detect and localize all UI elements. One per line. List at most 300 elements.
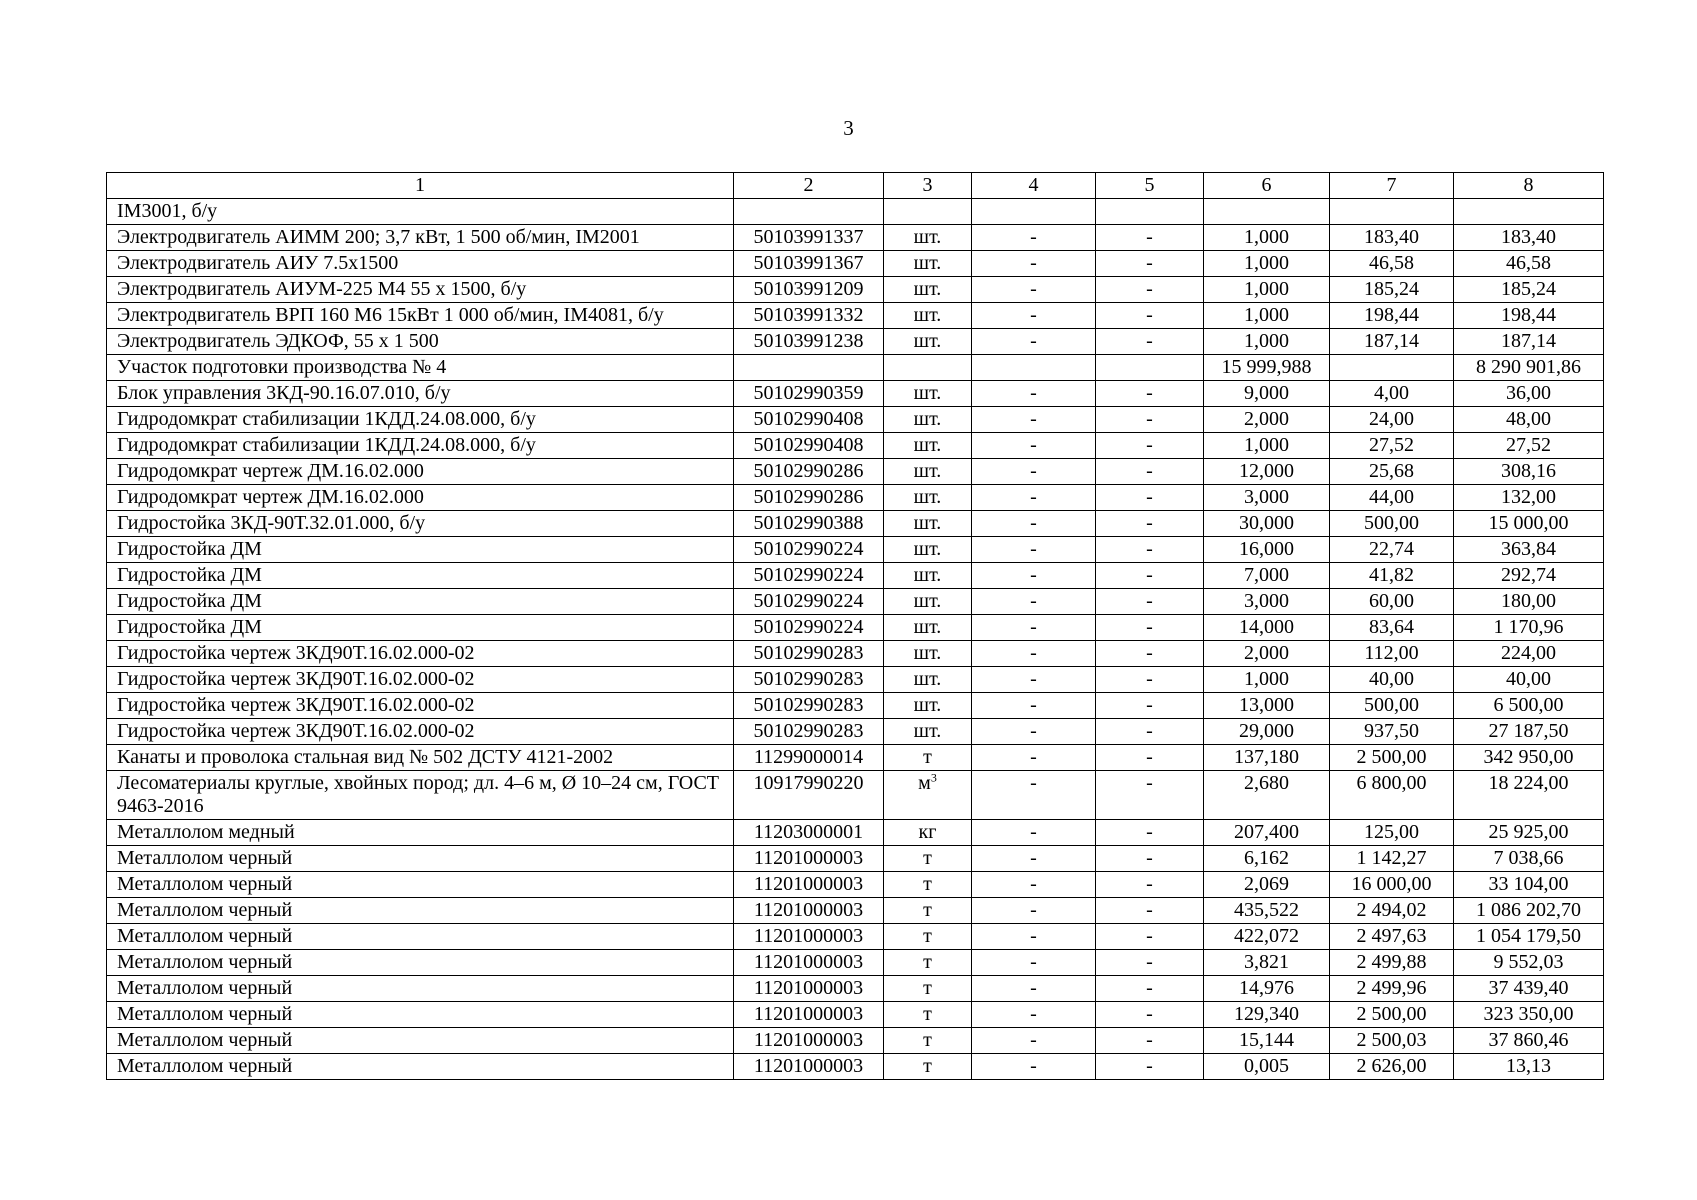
cell-price — [1330, 355, 1454, 381]
cell-col4: - — [972, 719, 1096, 745]
cell-code: 50103991209 — [734, 277, 884, 303]
cell-name: Гидродомкрат чертеж ДМ.16.02.000 — [107, 485, 734, 511]
cell-code: 11203000001 — [734, 820, 884, 846]
cell-col4 — [972, 199, 1096, 225]
cell-quantity: 30,000 — [1204, 511, 1330, 537]
cell-name: Металлолом черный — [107, 1054, 734, 1080]
cell-col4: - — [972, 277, 1096, 303]
cell-quantity: 3,000 — [1204, 485, 1330, 511]
table-row — [107, 459, 1604, 485]
cell-name: Гидростойка ДМ — [107, 615, 734, 641]
cell-sum: 27 187,50 — [1454, 719, 1604, 745]
cell-col5: - — [1096, 976, 1204, 1002]
cell-col5: - — [1096, 641, 1204, 667]
cell-name: Гидростойка чертеж 3КД90Т.16.02.000-02 — [107, 667, 734, 693]
cell-quantity: 1,000 — [1204, 329, 1330, 355]
cell-price: 40,00 — [1330, 667, 1454, 693]
cell-code: 50103991238 — [734, 329, 884, 355]
cell-quantity: 422,072 — [1204, 924, 1330, 950]
cell-price: 22,74 — [1330, 537, 1454, 563]
cell-sum: 18 224,00 — [1454, 771, 1604, 820]
cell-col5: - — [1096, 745, 1204, 771]
cell-col4: - — [972, 459, 1096, 485]
cell-name: Электродвигатель АИУМ-225 М4 55 х 1500, б/у — [107, 277, 734, 303]
cell-price: 25,68 — [1330, 459, 1454, 485]
cell-quantity: 13,000 — [1204, 693, 1330, 719]
cell-col5: - — [1096, 303, 1204, 329]
cell-col4: - — [972, 329, 1096, 355]
cell-unit: шт. — [884, 407, 972, 433]
cell-quantity: 1,000 — [1204, 433, 1330, 459]
cell-quantity: 1,000 — [1204, 251, 1330, 277]
cell-col5: - — [1096, 667, 1204, 693]
cell-unit: т — [884, 1028, 972, 1054]
table-row — [107, 485, 1604, 511]
cell-col5: - — [1096, 511, 1204, 537]
cell-quantity: 2,000 — [1204, 407, 1330, 433]
table-row — [107, 303, 1604, 329]
cell-quantity: 1,000 — [1204, 225, 1330, 251]
cell-price: 2 500,00 — [1330, 1002, 1454, 1028]
cell-sum: 8 290 901,86 — [1454, 355, 1604, 381]
cell-col4: - — [972, 745, 1096, 771]
cell-code: 50103991367 — [734, 251, 884, 277]
cell-col4: - — [972, 693, 1096, 719]
cell-col5: - — [1096, 329, 1204, 355]
cell-name: Гидростойка чертеж 3КД90Т.16.02.000-02 — [107, 693, 734, 719]
cell-unit: т — [884, 1002, 972, 1028]
table-row — [107, 771, 1604, 820]
table-row — [107, 199, 1604, 225]
cell-sum: 363,84 — [1454, 537, 1604, 563]
cell-sum: 37 860,46 — [1454, 1028, 1604, 1054]
cell-col5: - — [1096, 846, 1204, 872]
cell-sum: 1 054 179,50 — [1454, 924, 1604, 950]
cell-unit: шт. — [884, 563, 972, 589]
cell-name: Электродвигатель ВРП 160 М6 15кВт 1 000 об/мин, IM4081, б/у — [107, 303, 734, 329]
cell-price: 41,82 — [1330, 563, 1454, 589]
cell-quantity: 15,144 — [1204, 1028, 1330, 1054]
cell-quantity: 1,000 — [1204, 667, 1330, 693]
table-row — [107, 225, 1604, 251]
header-col-1: 1 — [107, 173, 734, 199]
table-row — [107, 1054, 1604, 1080]
cell-sum: 37 439,40 — [1454, 976, 1604, 1002]
table-row — [107, 667, 1604, 693]
cell-sum: 27,52 — [1454, 433, 1604, 459]
cell-sum: 48,00 — [1454, 407, 1604, 433]
cell-price: 500,00 — [1330, 693, 1454, 719]
cell-code: 10917990220 — [734, 771, 884, 820]
cell-unit: шт. — [884, 719, 972, 745]
page-number: 3 — [843, 116, 854, 140]
cell-name: Участок подготовки производства № 4 — [107, 355, 734, 381]
cell-code: 50102990408 — [734, 433, 884, 459]
cell-col4: - — [972, 820, 1096, 846]
cell-quantity: 1,000 — [1204, 277, 1330, 303]
cell-sum: 308,16 — [1454, 459, 1604, 485]
cell-col4: - — [972, 407, 1096, 433]
cell-quantity: 29,000 — [1204, 719, 1330, 745]
cell-name: Металлолом черный — [107, 846, 734, 872]
cell-sum: 13,13 — [1454, 1054, 1604, 1080]
unit-base: м — [918, 772, 931, 794]
cell-code: 50102990408 — [734, 407, 884, 433]
table-row — [107, 950, 1604, 976]
cell-quantity: 7,000 — [1204, 563, 1330, 589]
cell-price: 937,50 — [1330, 719, 1454, 745]
cell-unit: шт. — [884, 251, 972, 277]
cell-unit: т — [884, 898, 972, 924]
cell-col5: - — [1096, 433, 1204, 459]
cell-code — [734, 199, 884, 225]
cell-col5 — [1096, 199, 1204, 225]
cell-col4: - — [972, 485, 1096, 511]
cell-quantity: 14,976 — [1204, 976, 1330, 1002]
cell-sum: 292,74 — [1454, 563, 1604, 589]
cell-sum: 224,00 — [1454, 641, 1604, 667]
cell-price: 187,14 — [1330, 329, 1454, 355]
cell-price: 44,00 — [1330, 485, 1454, 511]
cell-col5: - — [1096, 898, 1204, 924]
table-row — [107, 537, 1604, 563]
cell-col4 — [972, 355, 1096, 381]
table-row — [107, 1002, 1604, 1028]
cell-price: 2 500,03 — [1330, 1028, 1454, 1054]
cell-unit: шт. — [884, 485, 972, 511]
cell-col5: - — [1096, 251, 1204, 277]
table-row — [107, 329, 1604, 355]
header-col-8: 8 — [1454, 173, 1604, 199]
cell-col5: - — [1096, 537, 1204, 563]
cell-unit: шт. — [884, 303, 972, 329]
table-row — [107, 433, 1604, 459]
cell-code: 11201000003 — [734, 872, 884, 898]
cell-name: Металлолом черный — [107, 1028, 734, 1054]
table-row — [107, 355, 1604, 381]
cell-col5: - — [1096, 1054, 1204, 1080]
cell-unit: шт. — [884, 667, 972, 693]
cell-sum: 36,00 — [1454, 381, 1604, 407]
cell-name: Гидродомкрат стабилизации 1КДД.24.08.000, б/у — [107, 433, 734, 459]
cell-quantity — [1204, 199, 1330, 225]
cell-sum: 132,00 — [1454, 485, 1604, 511]
cell-unit: шт. — [884, 459, 972, 485]
cell-name: Гидростойка чертеж 3КД90Т.16.02.000-02 — [107, 719, 734, 745]
cell-name: Электродвигатель ЭДКОФ, 55 х 1 500 — [107, 329, 734, 355]
table-row — [107, 615, 1604, 641]
header-col-2: 2 — [734, 173, 884, 199]
cell-sum — [1454, 199, 1604, 225]
cell-code: 11201000003 — [734, 1028, 884, 1054]
cell-unit: т — [884, 924, 972, 950]
cell-quantity: 6,162 — [1204, 846, 1330, 872]
cell-price: 185,24 — [1330, 277, 1454, 303]
cell-col5: - — [1096, 615, 1204, 641]
cell-col4: - — [972, 898, 1096, 924]
cell-quantity: 16,000 — [1204, 537, 1330, 563]
table-row — [107, 251, 1604, 277]
cell-quantity: 129,340 — [1204, 1002, 1330, 1028]
table-row — [107, 820, 1604, 846]
cell-name: Гидростойка ДМ — [107, 563, 734, 589]
table-row — [107, 745, 1604, 771]
cell-code: 11201000003 — [734, 898, 884, 924]
cell-code: 50103991332 — [734, 303, 884, 329]
cell-code: 11201000003 — [734, 1002, 884, 1028]
cell-sum: 25 925,00 — [1454, 820, 1604, 846]
cell-col4: - — [972, 641, 1096, 667]
cell-quantity: 0,005 — [1204, 1054, 1330, 1080]
table-row — [107, 407, 1604, 433]
cell-price: 112,00 — [1330, 641, 1454, 667]
cell-unit: т — [884, 950, 972, 976]
cell-name: Металлолом черный — [107, 898, 734, 924]
cell-code: 50102990359 — [734, 381, 884, 407]
cell-price — [1330, 199, 1454, 225]
cell-sum: 33 104,00 — [1454, 872, 1604, 898]
cell-sum: 342 950,00 — [1454, 745, 1604, 771]
cell-col4: - — [972, 225, 1096, 251]
cell-sum: 6 500,00 — [1454, 693, 1604, 719]
cell-unit: шт. — [884, 537, 972, 563]
cell-col4: - — [972, 872, 1096, 898]
cell-unit: т — [884, 1054, 972, 1080]
cell-sum: 185,24 — [1454, 277, 1604, 303]
cell-price: 125,00 — [1330, 820, 1454, 846]
table-row — [107, 693, 1604, 719]
cell-unit: шт. — [884, 615, 972, 641]
cell-col4: - — [972, 589, 1096, 615]
cell-col4: - — [972, 303, 1096, 329]
cell-price: 60,00 — [1330, 589, 1454, 615]
cell-code: 11201000003 — [734, 976, 884, 1002]
cell-code: 50102990283 — [734, 641, 884, 667]
table-row — [107, 846, 1604, 872]
cell-quantity: 3,821 — [1204, 950, 1330, 976]
cell-unit: шт. — [884, 329, 972, 355]
table-header — [107, 173, 1604, 199]
cell-col5: - — [1096, 820, 1204, 846]
cell-price: 46,58 — [1330, 251, 1454, 277]
cell-col5: - — [1096, 771, 1204, 820]
cell-code: 11201000003 — [734, 1054, 884, 1080]
cell-unit: кг — [884, 820, 972, 846]
cell-quantity: 12,000 — [1204, 459, 1330, 485]
cell-quantity: 2,000 — [1204, 641, 1330, 667]
table-row — [107, 641, 1604, 667]
cell-unit: шт. — [884, 511, 972, 537]
cell-col5: - — [1096, 719, 1204, 745]
cell-quantity: 435,522 — [1204, 898, 1330, 924]
cell-unit: шт. — [884, 641, 972, 667]
cell-sum: 183,40 — [1454, 225, 1604, 251]
cell-unit: т — [884, 872, 972, 898]
cell-unit: шт. — [884, 433, 972, 459]
table-row — [107, 719, 1604, 745]
table-body — [107, 199, 1604, 1080]
cell-price: 500,00 — [1330, 511, 1454, 537]
header-col-7: 7 — [1330, 173, 1454, 199]
table-row — [107, 511, 1604, 537]
cell-col5: - — [1096, 1028, 1204, 1054]
cell-col5: - — [1096, 589, 1204, 615]
cell-col5: - — [1096, 563, 1204, 589]
cell-unit: т — [884, 976, 972, 1002]
cell-unit — [884, 771, 972, 820]
cell-sum: 40,00 — [1454, 667, 1604, 693]
cell-code — [734, 355, 884, 381]
cell-code: 50102990224 — [734, 615, 884, 641]
table-row — [107, 1028, 1604, 1054]
cell-sum: 7 038,66 — [1454, 846, 1604, 872]
cell-name: Гидродомкрат стабилизации 1КДД.24.08.000, б/у — [107, 407, 734, 433]
cell-col4: - — [972, 846, 1096, 872]
cell-name: IM3001, б/у — [107, 199, 734, 225]
table-row — [107, 277, 1604, 303]
cell-col5: - — [1096, 950, 1204, 976]
cell-sum: 323 350,00 — [1454, 1002, 1604, 1028]
cell-sum: 9 552,03 — [1454, 950, 1604, 976]
cell-col5: - — [1096, 872, 1204, 898]
cell-code: 11201000003 — [734, 950, 884, 976]
cell-sum: 15 000,00 — [1454, 511, 1604, 537]
cell-quantity: 2,680 — [1204, 771, 1330, 820]
cell-name: Канаты и проволока стальная вид № 502 ДСТУ 4121-2002 — [107, 745, 734, 771]
cell-price: 2 499,96 — [1330, 976, 1454, 1002]
cell-name: Металлолом черный — [107, 1002, 734, 1028]
cell-unit: шт. — [884, 693, 972, 719]
cell-col5: - — [1096, 459, 1204, 485]
cell-name: Металлолом черный — [107, 924, 734, 950]
cell-price: 6 800,00 — [1330, 771, 1454, 820]
cell-code: 50102990286 — [734, 485, 884, 511]
cell-unit: шт. — [884, 225, 972, 251]
cell-col4: - — [972, 615, 1096, 641]
cell-quantity: 14,000 — [1204, 615, 1330, 641]
cell-col5: - — [1096, 1002, 1204, 1028]
cell-col4: - — [972, 433, 1096, 459]
cell-col4: - — [972, 771, 1096, 820]
cell-name: Гидростойка ДМ — [107, 589, 734, 615]
cell-code: 50102990224 — [734, 563, 884, 589]
cell-code: 11299000014 — [734, 745, 884, 771]
cell-price: 183,40 — [1330, 225, 1454, 251]
cell-col4: - — [972, 563, 1096, 589]
cell-price: 2 500,00 — [1330, 745, 1454, 771]
cell-col4: - — [972, 511, 1096, 537]
cell-price: 2 626,00 — [1330, 1054, 1454, 1080]
table-row — [107, 872, 1604, 898]
cell-col4: - — [972, 251, 1096, 277]
cell-name: Металлолом медный — [107, 820, 734, 846]
cell-code: 50103991337 — [734, 225, 884, 251]
cell-code: 11201000003 — [734, 924, 884, 950]
cell-quantity: 9,000 — [1204, 381, 1330, 407]
cell-price: 198,44 — [1330, 303, 1454, 329]
header-row — [107, 173, 1604, 199]
cell-unit: шт. — [884, 277, 972, 303]
cell-price: 83,64 — [1330, 615, 1454, 641]
cell-name: Металлолом черный — [107, 976, 734, 1002]
cell-code: 50102990283 — [734, 693, 884, 719]
cell-code: 50102990224 — [734, 589, 884, 615]
cell-sum: 180,00 — [1454, 589, 1604, 615]
cell-col4: - — [972, 667, 1096, 693]
cell-quantity: 2,069 — [1204, 872, 1330, 898]
cell-col4: - — [972, 537, 1096, 563]
table-row — [107, 381, 1604, 407]
cell-sum: 198,44 — [1454, 303, 1604, 329]
cell-name: Гидростойка чертеж 3КД90Т.16.02.000-02 — [107, 641, 734, 667]
cell-code: 11201000003 — [734, 846, 884, 872]
cell-col4: - — [972, 976, 1096, 1002]
header-col-5: 5 — [1096, 173, 1204, 199]
table-row — [107, 976, 1604, 1002]
cell-quantity: 137,180 — [1204, 745, 1330, 771]
cell-quantity: 207,400 — [1204, 820, 1330, 846]
cell-price: 2 499,88 — [1330, 950, 1454, 976]
cell-name: Гидродомкрат чертеж ДМ.16.02.000 — [107, 459, 734, 485]
cell-name: Металлолом черный — [107, 950, 734, 976]
cell-col5: - — [1096, 485, 1204, 511]
table-row — [107, 924, 1604, 950]
header-col-4: 4 — [972, 173, 1096, 199]
cell-price: 2 497,63 — [1330, 924, 1454, 950]
table-row — [107, 589, 1604, 615]
inventory-table — [106, 172, 1604, 1080]
unit-superscript: 3 — [930, 770, 937, 785]
cell-price: 2 494,02 — [1330, 898, 1454, 924]
cell-unit: т — [884, 846, 972, 872]
cell-quantity: 3,000 — [1204, 589, 1330, 615]
cell-col5: - — [1096, 924, 1204, 950]
cell-unit: т — [884, 745, 972, 771]
cell-price: 4,00 — [1330, 381, 1454, 407]
header-col-6: 6 — [1204, 173, 1330, 199]
cell-col5: - — [1096, 277, 1204, 303]
table-row — [107, 563, 1604, 589]
cell-col5: - — [1096, 225, 1204, 251]
cell-unit: шт. — [884, 381, 972, 407]
cell-col4: - — [972, 1002, 1096, 1028]
cell-unit — [884, 355, 972, 381]
cell-col4: - — [972, 1028, 1096, 1054]
cell-code: 50102990224 — [734, 537, 884, 563]
cell-name: Гидростойка ДМ — [107, 537, 734, 563]
table-row — [107, 898, 1604, 924]
cell-name: Блок управления 3КД-90.16.07.010, б/у — [107, 381, 734, 407]
cell-name: Металлолом черный — [107, 872, 734, 898]
cell-name: Электродвигатель АИУ 7.5х1500 — [107, 251, 734, 277]
cell-col5: - — [1096, 693, 1204, 719]
header-col-3: 3 — [884, 173, 972, 199]
cell-unit: шт. — [884, 589, 972, 615]
cell-price: 1 142,27 — [1330, 846, 1454, 872]
cell-col4: - — [972, 381, 1096, 407]
cell-price: 16 000,00 — [1330, 872, 1454, 898]
cell-name: Электродвигатель АИММ 200; 3,7 кВт, 1 500 об/мин, IM2001 — [107, 225, 734, 251]
cell-sum: 46,58 — [1454, 251, 1604, 277]
cell-quantity: 1,000 — [1204, 303, 1330, 329]
cell-price: 27,52 — [1330, 433, 1454, 459]
cell-code: 50102990286 — [734, 459, 884, 485]
cell-sum: 1 170,96 — [1454, 615, 1604, 641]
cell-col4: - — [972, 924, 1096, 950]
cell-name: Гидростойка 3КД-90Т.32.01.000, б/у — [107, 511, 734, 537]
cell-col4: - — [972, 950, 1096, 976]
cell-price: 24,00 — [1330, 407, 1454, 433]
